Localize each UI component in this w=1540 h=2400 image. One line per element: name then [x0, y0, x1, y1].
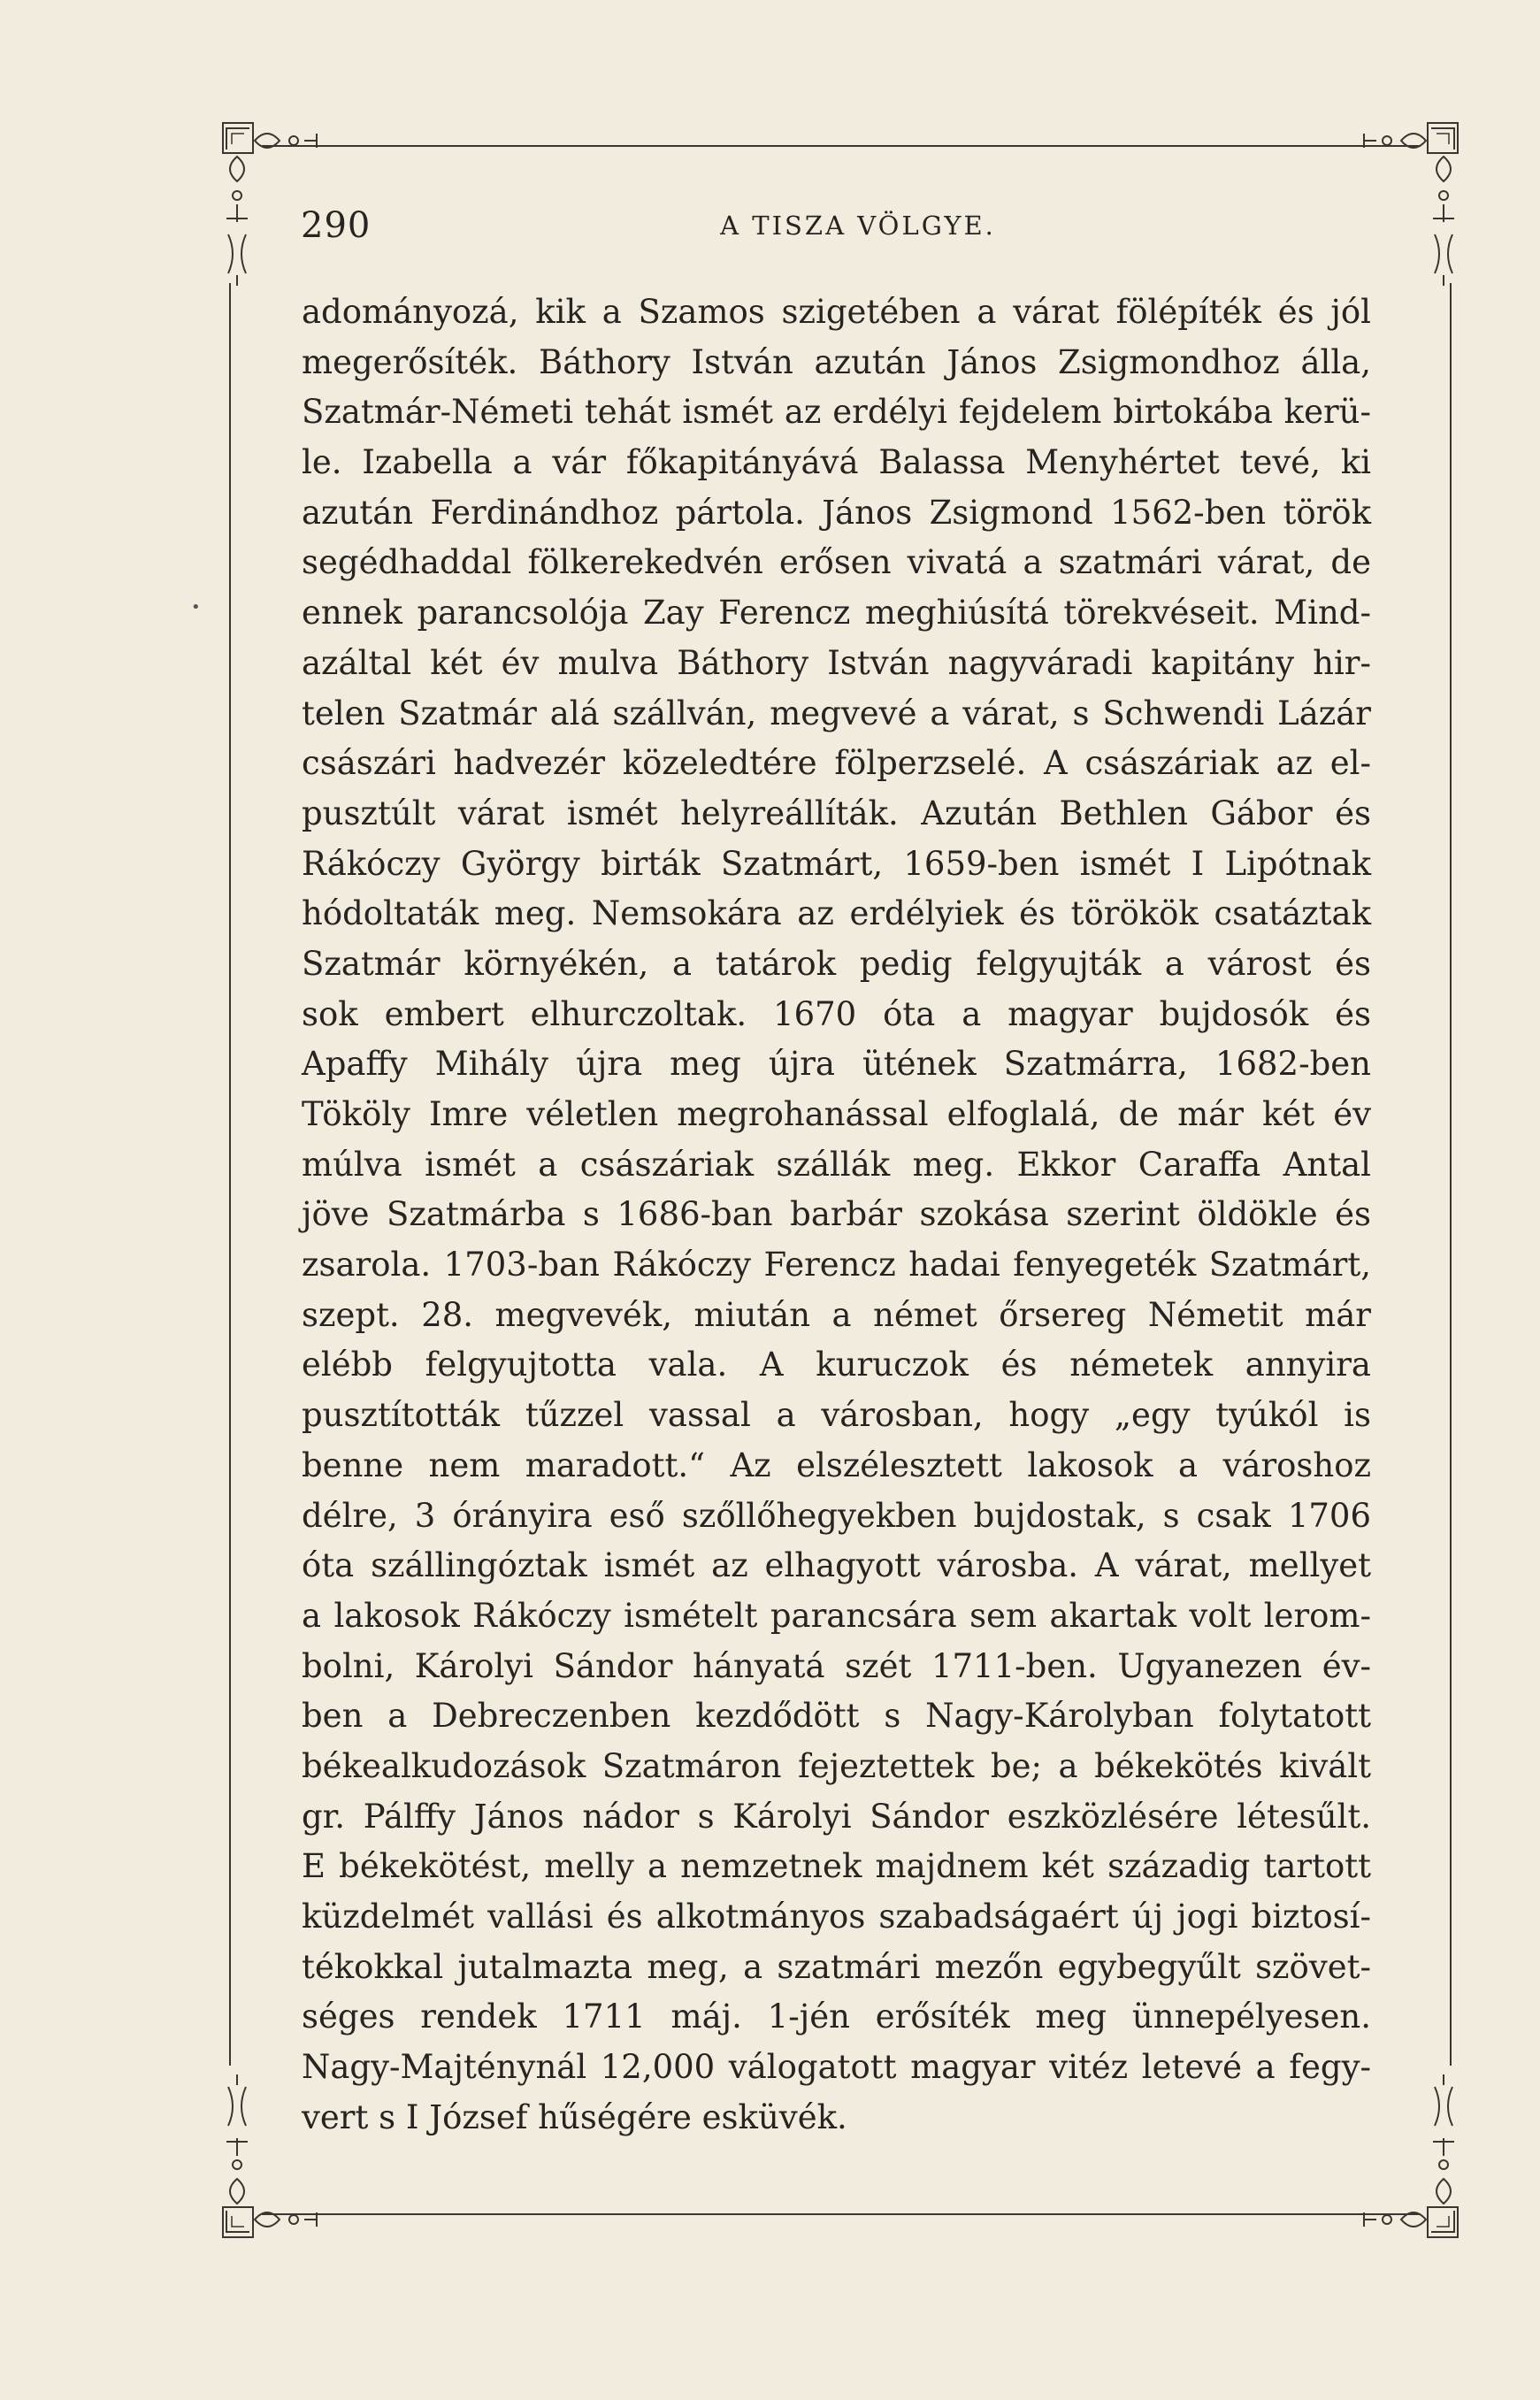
text-line: Nagy-Majténynál 12,000 válogatott magyar vitéz letevé a fegy- [302, 2048, 1371, 2087]
text-line: adományozá, kik a Szamos szigetében a várat fölépíték és jól [302, 293, 1371, 331]
text-line: délre, 3 órányira eső szőllőhegyekben bujdostak, s csak 1706 [302, 1496, 1371, 1535]
text-line: szept. 28. megvevék, miután a német őrsereg Németit már [302, 1295, 1371, 1334]
text-line: pusztúlt várat ismét helyreállíták. Azután Bethlen Gábor és [302, 794, 1371, 832]
text-line: azután Ferdinándhoz pártola. János Zsigmond 1562-ben török [302, 493, 1371, 532]
text-line: zsarola. 1703-ban Rákóczy Ferencz hadai fenyegeték Szatmárt, [302, 1246, 1371, 1284]
text-line: gr. Pálffy János nádor s Károlyi Sándor eszközlésére létesűlt. [302, 1797, 1371, 1836]
text-line: benne nem maradott.“ Az elszélesztett lakosok a városhoz [302, 1445, 1371, 1484]
text-line: bolni, Károlyi Sándor hányatá szét 1711-ben. Ugyanezen év- [302, 1646, 1371, 1685]
text-line: óta szállingóztak ismét az elhagyott városba. A várat, mellyet [302, 1546, 1371, 1585]
page-header [301, 205, 1406, 258]
text-line: békealkudozások Szatmáron fejeztettek be; a békekötés kivált [302, 1746, 1371, 1785]
text-line: múlva ismét a császáriak szállák meg. Ekkor Caraffa Antal [302, 1145, 1371, 1184]
body-text [302, 288, 1371, 2143]
text-line: elébb felgyujtotta vala. A kuruczok és németek annyira [302, 1346, 1371, 1384]
text-line: a lakosok Rákóczy ismételt parancsára sem akartak volt lerom- [302, 1596, 1371, 1635]
page-number: 290 [301, 205, 372, 246]
text-line: vert s I József hűségére esküvék. [302, 2097, 847, 2136]
text-line: küzdelmét vallási és alkotmányos szabadságaért új jogi biztosí- [302, 1898, 1371, 1936]
text-line: pusztították tűzzel vassal a városban, hogy „egy tyúkól is [302, 1396, 1371, 1435]
text-line: császári hadvezér közeledtére fölperzselé. A császáriak az el- [302, 744, 1371, 783]
text-line: séges rendek 1711 máj. 1-jén erősíték meg ünnepélyesen. [302, 1997, 1371, 2036]
text-line: hódoltaták meg. Nemsokára az erdélyiek és törökök csatáztak [302, 894, 1371, 933]
margin-mark: • [191, 598, 201, 617]
text-line: Tököly Imre véletlen megrohanással elfoglalá, de már két év [302, 1095, 1371, 1133]
text-line: Szatmár környékén, a tatárok pedig felgyujták a várost és [302, 944, 1371, 983]
text-line: segédhaddal fölkerekedvén erősen vivatá a szatmári várat, de [302, 543, 1371, 582]
text-line: telen Szatmár alá szállván, megvevé a várat, s Schwendi Lázár [302, 694, 1371, 732]
text-line: Rákóczy György birták Szatmárt, 1659-ben ismét I Lipótnak [302, 844, 1371, 883]
text-line: jöve Szatmárba s 1686-ban barbár szokása szerint öldökle és [302, 1195, 1371, 1234]
text-line: Apaffy Mihály újra meg újra ütének Szatmárra, 1682-ben [302, 1045, 1371, 1084]
text-line: le. Izabella a vár főkapitányává Balassa Menyhértet tevé, ki [302, 443, 1371, 482]
text-line: ennek parancsolója Zay Ferencz meghiúsítá törekvéseit. Mind- [302, 594, 1371, 633]
text-line: ben a Debreczenben kezdődött s Nagy-Károlyban folytatott [302, 1697, 1371, 1736]
text-line: Szatmár-Németi tehát ismét az erdélyi fejdelem birtokába kerü- [302, 393, 1371, 432]
running-title: A TISZA VÖLGYE. [720, 211, 996, 241]
text-line: azáltal két év mulva Báthory István nagyváradi kapitány hir- [302, 643, 1371, 682]
text-line: megerősíték. Báthory István azután János Zsigmondhoz álla, [302, 342, 1371, 381]
text-line: E békekötést, melly a nemzetnek majdnem két századig tartott [302, 1847, 1371, 1886]
text-line: tékokkal jutalmazta meg, a szatmári mezőn egybegyűlt szövet- [302, 1947, 1371, 1986]
text-line: sok embert elhurczoltak. 1670 óta a magyar bujdosók és [302, 994, 1371, 1033]
